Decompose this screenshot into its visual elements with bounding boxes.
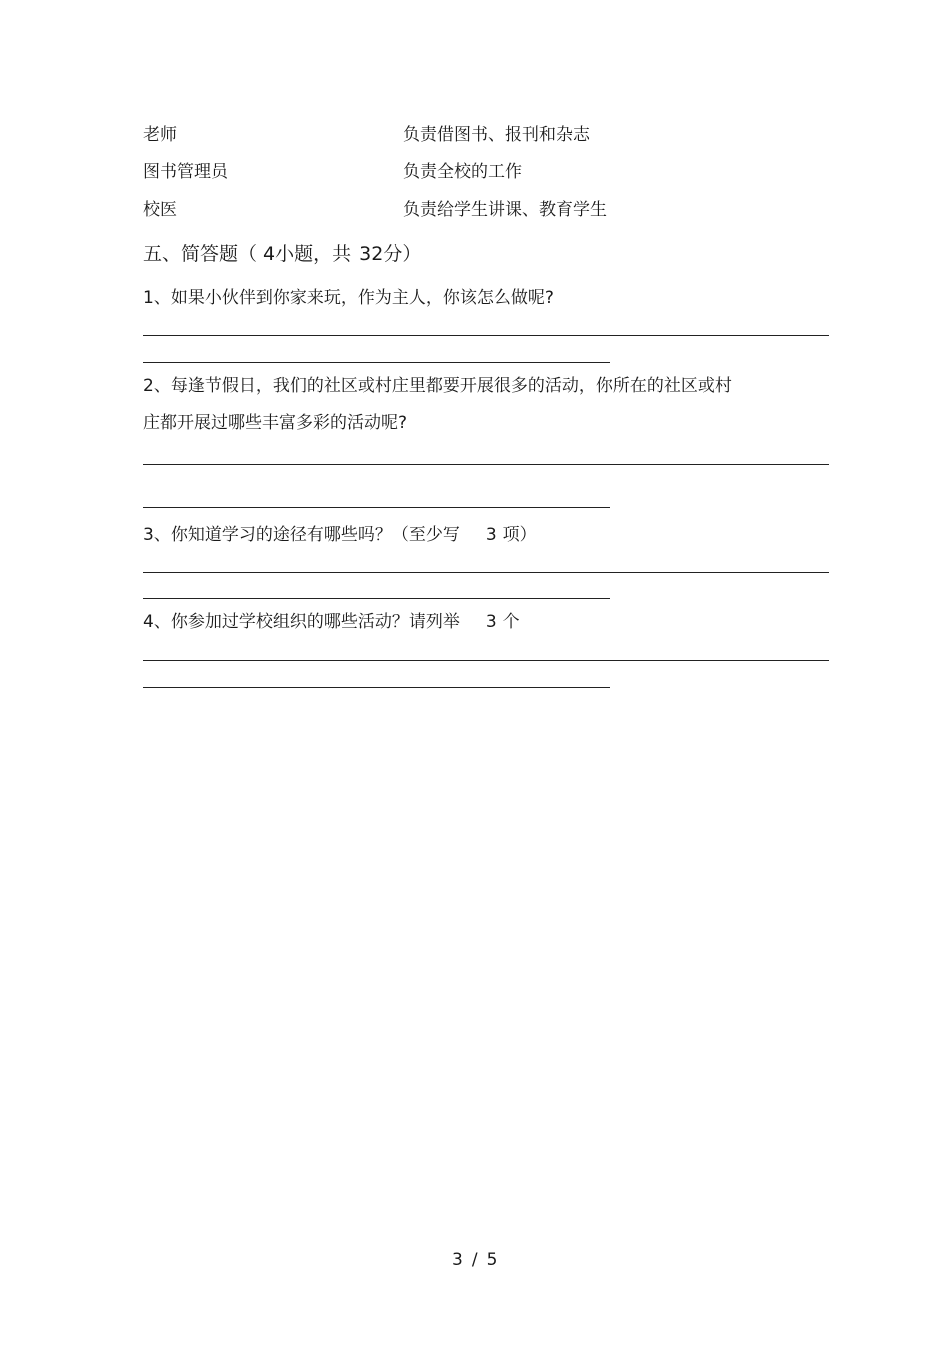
section-question-count: 4 bbox=[263, 243, 276, 265]
section-total-points: 32 bbox=[359, 243, 384, 265]
matching-left-2: 图书管理员 bbox=[143, 162, 228, 182]
page-number bbox=[452, 1250, 497, 1270]
matching-right-1: 负责借图书、报刊和杂志 bbox=[403, 125, 590, 145]
section-title-suffix: 分） bbox=[383, 243, 422, 265]
page-separator: / bbox=[471, 1250, 478, 1270]
question-3-suffix: 项） bbox=[502, 525, 537, 545]
answer-line-4a bbox=[143, 660, 829, 661]
question-1: 1、如果小伙伴到你家来玩，作为主人，你该怎么做呢? bbox=[143, 288, 554, 308]
answer-line-1a bbox=[143, 335, 829, 336]
matching-left-1: 老师 bbox=[143, 125, 177, 145]
question-3-text: 3、你知道学习的途径有哪些吗？（至少写 bbox=[143, 525, 460, 545]
answer-line-3b bbox=[143, 598, 610, 599]
question-4-text: 4、你参加过学校组织的哪些活动？请列举 bbox=[143, 612, 460, 632]
section-title-mid: 小题，共 bbox=[275, 243, 352, 265]
current-page: 3 bbox=[452, 1250, 463, 1270]
answer-line-3a bbox=[143, 572, 829, 573]
answer-line-1b bbox=[143, 362, 610, 363]
question-4-suffix: 个 bbox=[502, 612, 520, 632]
question-3 bbox=[143, 525, 537, 545]
section-title bbox=[143, 243, 421, 265]
matching-right-3: 负责给学生讲课、教育学生 bbox=[403, 200, 607, 220]
question-4 bbox=[143, 612, 520, 632]
answer-line-2b bbox=[143, 507, 610, 508]
question-3-number: 3 bbox=[485, 525, 497, 545]
question-2-line-2: 庄都开展过哪些丰富多彩的活动呢? bbox=[143, 413, 408, 433]
question-2-line-1: 2、每逢节假日，我们的社区或村庄里都要开展很多的活动，你所在的社区或村 bbox=[143, 376, 732, 396]
answer-line-4b bbox=[143, 687, 610, 688]
matching-left-3: 校医 bbox=[143, 200, 177, 220]
answer-line-2a bbox=[143, 464, 829, 465]
section-title-prefix: 五、简答题（ bbox=[143, 243, 258, 265]
question-4-number: 3 bbox=[485, 612, 497, 632]
total-pages: 5 bbox=[486, 1250, 498, 1270]
matching-right-2: 负责全校的工作 bbox=[403, 162, 522, 182]
